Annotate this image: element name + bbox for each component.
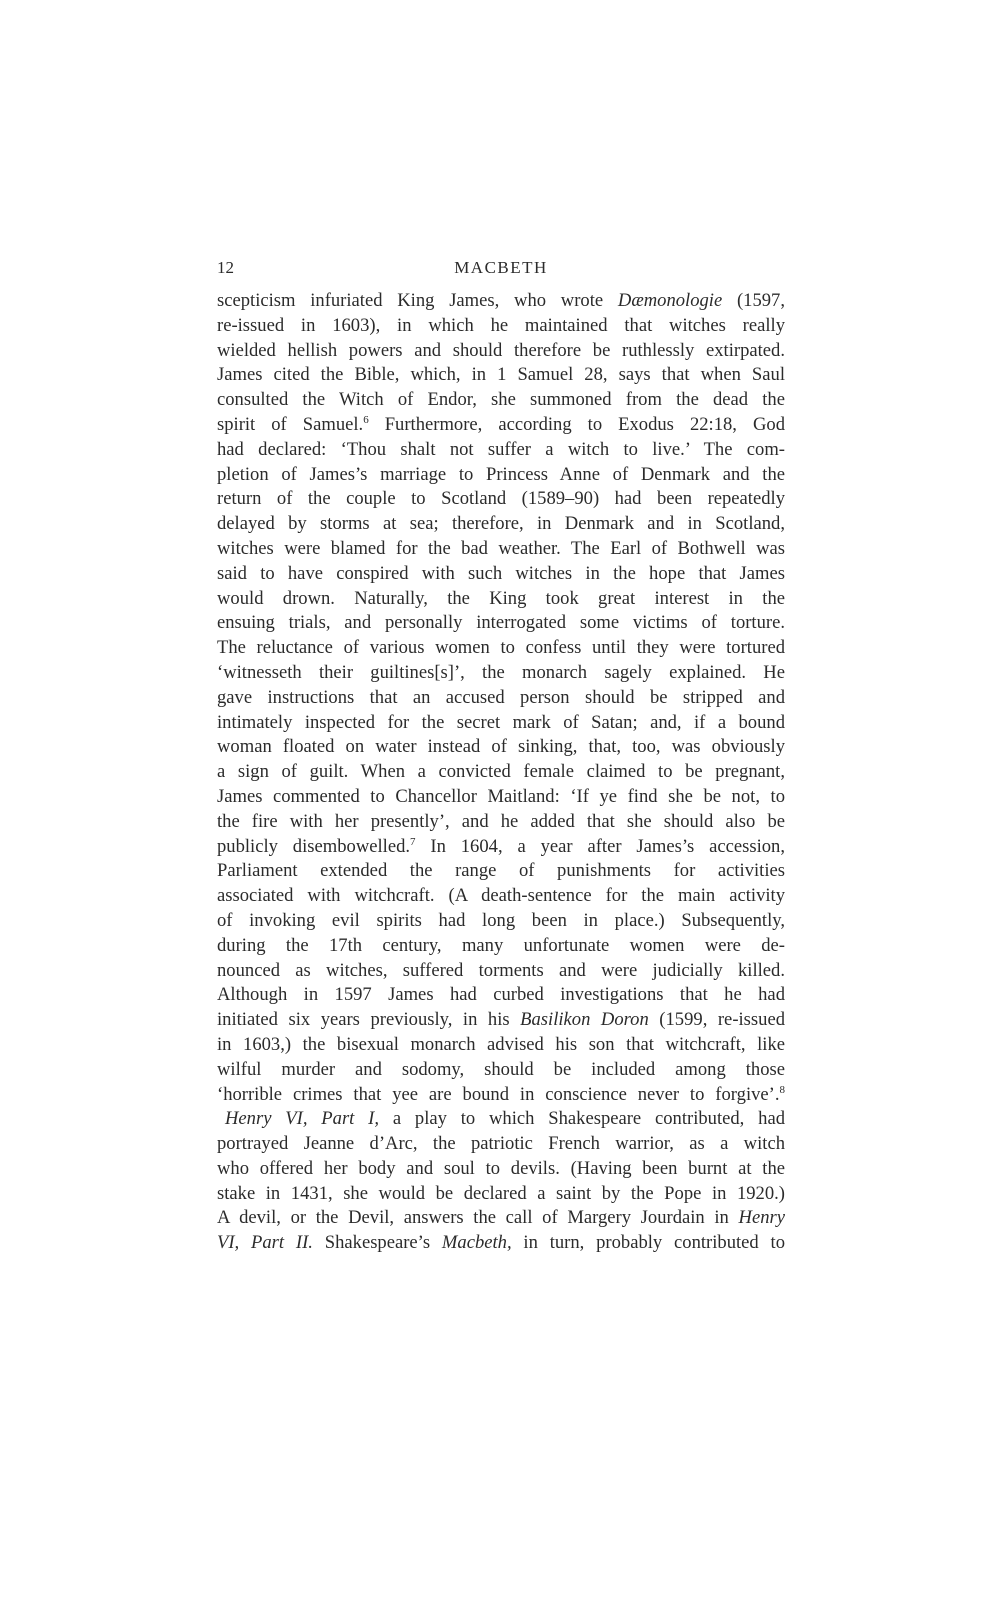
text-run: scepticism infuriated King James, who wrote bbox=[217, 290, 618, 311]
text-line bbox=[217, 1231, 785, 1256]
text-run: during the 17th century, many unfortunate women were de- bbox=[217, 934, 785, 956]
text-line bbox=[217, 487, 785, 512]
text-run: pletion of James’s marriage to Princess Anne of Denmark and the bbox=[217, 463, 785, 485]
text-line bbox=[217, 562, 785, 587]
text-run: associated with witchcraft. (A death-sentence for the main activity bbox=[217, 885, 785, 907]
text-line bbox=[217, 413, 785, 438]
text-line bbox=[217, 363, 785, 388]
text-line bbox=[217, 1107, 785, 1132]
body-text bbox=[217, 289, 785, 1256]
text-run: Although in 1597 James had curbed investigations that he had bbox=[217, 984, 785, 1006]
text-run: In 1604, a year after James’s accession, bbox=[415, 835, 785, 857]
text-line bbox=[217, 1033, 785, 1058]
text-line bbox=[217, 1157, 785, 1182]
italic-title: Basilikon Doron bbox=[520, 1009, 649, 1031]
italic-title: Macbeth, bbox=[441, 1232, 512, 1254]
text-line bbox=[217, 735, 785, 760]
text-line bbox=[217, 1182, 785, 1207]
text-line bbox=[217, 339, 785, 364]
text-run: James commented to Chancellor Maitland: ‘If ye find she be not, to bbox=[217, 785, 785, 807]
text-run: witches were blamed for the bad weather. The Earl of Bothwell was bbox=[217, 537, 785, 559]
text-line bbox=[217, 1132, 785, 1157]
text-line bbox=[217, 909, 785, 934]
text-run: in turn, probably contributed to bbox=[511, 1232, 786, 1254]
text-run: intimately inspected for the secret mark of Satan; and, if a bound bbox=[217, 711, 785, 733]
text-run: spirit of Samuel. bbox=[217, 413, 364, 435]
text-run: The reluctance of various women to confess until they were tortured bbox=[217, 637, 785, 659]
text-line bbox=[217, 1058, 785, 1083]
text-line bbox=[217, 959, 785, 984]
text-line bbox=[217, 1206, 785, 1231]
text-line bbox=[217, 983, 785, 1008]
text-run: who offered her body and soul to devils. (Having been burnt at the bbox=[217, 1157, 785, 1179]
text-line bbox=[217, 438, 785, 463]
text-run: delayed by storms at sea; therefore, in Denmark and in Scotland, bbox=[217, 513, 785, 535]
text-run: (1599, re-issued bbox=[648, 1009, 785, 1031]
text-run: consulted the Witch of Endor, she summoned from the dead the bbox=[217, 389, 785, 411]
text-run: A devil, or the Devil, answers the call of Margery Jourdain in bbox=[217, 1207, 739, 1229]
text-run: ‘horrible crimes that yee are bound in conscience never to forgive’. bbox=[217, 1083, 780, 1105]
running-header bbox=[217, 258, 785, 282]
text-line bbox=[217, 289, 785, 314]
text-line bbox=[217, 661, 785, 686]
italic-title: Henry bbox=[738, 1207, 785, 1229]
text-run: publicly disembowelled. bbox=[217, 835, 411, 857]
text-line bbox=[217, 711, 785, 736]
text-line bbox=[217, 1083, 785, 1108]
italic-title: Henry VI, Part I, bbox=[225, 1108, 380, 1130]
text-line bbox=[217, 611, 785, 636]
text-run: a play to which Shakespeare contributed, had bbox=[379, 1108, 785, 1130]
text-line bbox=[217, 537, 785, 562]
text-run: ‘witnesseth their guiltines[s]’, the monarch sagely explained. He bbox=[217, 661, 785, 683]
text-run: wielded hellish powers and should therefore be ruthlessly extirpated. bbox=[217, 339, 785, 361]
text-run: a sign of guilt. When a convicted female claimed to be pregnant, bbox=[217, 761, 785, 783]
text-run: initiated six years previously, in his bbox=[217, 1009, 521, 1031]
text-run: portrayed Jeanne d’Arc, the patriotic French warrior, as a witch bbox=[217, 1133, 785, 1155]
text-line bbox=[217, 760, 785, 785]
text-line bbox=[217, 1008, 785, 1033]
text-line bbox=[217, 587, 785, 612]
text-run: Furthermore, according to Exodus 22:18, God bbox=[368, 413, 785, 435]
text-run: Shakespeare’s bbox=[312, 1232, 442, 1254]
text-run: had declared: ‘Thou shalt not suffer a witch to live.’ The com- bbox=[217, 438, 785, 460]
footnote-marker: 7 bbox=[410, 835, 416, 848]
text-run: wilful murder and sodomy, should be included among those bbox=[217, 1058, 785, 1080]
text-line bbox=[217, 314, 785, 339]
text-run: in 1603,) the bisexual monarch advised his son that witchcraft, like bbox=[217, 1033, 785, 1055]
text-run: woman floated on water instead of sinking, that, too, was obviously bbox=[217, 736, 785, 758]
text-run: re-issued in 1603), in which he maintained that witches really bbox=[217, 314, 785, 336]
running-title: MACBETH bbox=[454, 258, 548, 277]
text-line bbox=[217, 934, 785, 959]
text-run: ensuing trials, and personally interrogated some victims of torture. bbox=[217, 612, 785, 634]
text-line bbox=[217, 512, 785, 537]
text-line bbox=[217, 810, 785, 835]
text-run: gave instructions that an accused person should be stripped and bbox=[217, 686, 785, 708]
text-line bbox=[217, 835, 785, 860]
text-line bbox=[217, 636, 785, 661]
text-run: stake in 1431, she would be declared a saint by the Pope in 1920.) bbox=[217, 1182, 785, 1204]
text-line bbox=[217, 859, 785, 884]
text-line bbox=[217, 884, 785, 909]
text-line bbox=[217, 388, 785, 413]
text-run: Parliament extended the range of punishments for activities bbox=[217, 860, 785, 882]
text-run: (1597, bbox=[722, 290, 785, 311]
text-line bbox=[217, 686, 785, 711]
footnote-marker: 6 bbox=[363, 413, 369, 426]
text-line bbox=[217, 785, 785, 810]
text-run: the fire with her presently’, and he added that she should also be bbox=[217, 810, 785, 832]
text-run: of invoking evil spirits had long been in place.) Subsequently, bbox=[217, 909, 785, 931]
italic-title: Dæmonologie bbox=[617, 290, 723, 311]
text-run: James cited the Bible, which, in 1 Samuel 28, says that when Saul bbox=[217, 364, 785, 386]
text-line bbox=[217, 463, 785, 488]
text-run: return of the couple to Scotland (1589–90) had been repeatedly bbox=[217, 488, 785, 510]
italic-title: VI, Part II. bbox=[217, 1232, 313, 1254]
text-run: said to have conspired with such witches in the hope that James bbox=[217, 562, 785, 584]
text-run: nounced as witches, suffered torments and were judicially killed. bbox=[217, 959, 785, 981]
footnote-marker: 8 bbox=[779, 1083, 785, 1096]
text-run: would drown. Naturally, the King took great interest in the bbox=[217, 587, 785, 609]
page-number: 12 bbox=[217, 258, 234, 277]
